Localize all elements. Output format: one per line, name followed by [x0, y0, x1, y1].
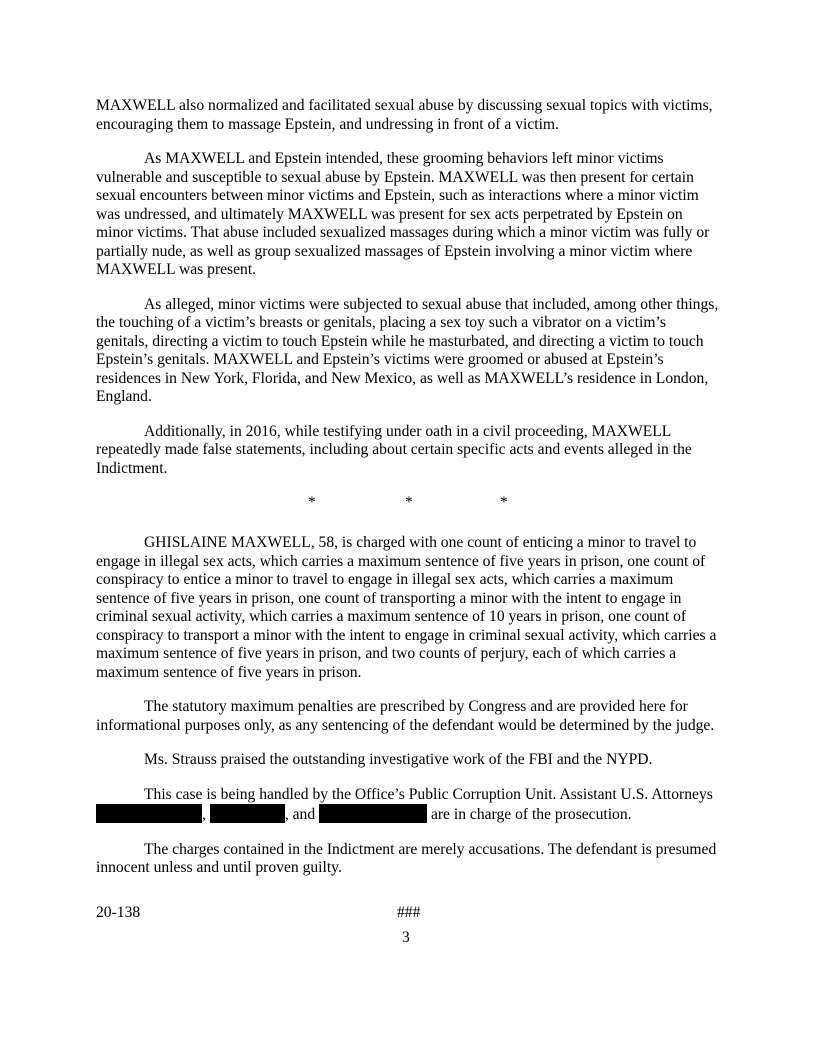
- redaction-block: [210, 804, 285, 823]
- section-separator: [96, 494, 722, 512]
- redaction-block: [319, 804, 427, 823]
- separator-star: *: [405, 494, 413, 511]
- release-number: 20-138: [96, 904, 141, 921]
- separator-star: *: [500, 494, 508, 511]
- attorneys-intro: This case is being handled by the Office’s Public Corruption Unit. Assistant U.S. Attorneys: [144, 785, 713, 803]
- paragraph-perjury: Additionally, in 2016, while testifying under oath in a civil proceeding, MAXWELL repeatedly made false statements, including about certain specific acts and events alleged in the Indictment.: [96, 422, 692, 477]
- paragraph-normalized-abuse: MAXWELL also normalized and facilitated sexual abuse by discussing sexual topics with victims, encouraging them to massage Epstein, and undressing in front of a victim.: [96, 97, 713, 133]
- attorneys-and: , and: [284, 806, 316, 823]
- document-body: [96, 97, 722, 894]
- end-mark: ###: [397, 904, 421, 921]
- redaction-block: [96, 804, 202, 823]
- paragraph-attorneys: [96, 786, 722, 825]
- separator-star: *: [308, 494, 316, 511]
- attorneys-outro: are in charge of the prosecution.: [430, 806, 632, 823]
- paragraph-grooming: As MAXWELL and Epstein intended, these grooming behaviors left minor victims vulnerable and susceptible to sexual abuse by Epstein. MAXWELL was then present for certain sexual encounters between minor victims and Epstein, such as interactions where a minor victim was undressed, and ultimately MAXWELL was present for sex acts perpetrated by Epstein on minor victims. That abuse included sexualized massages during which a minor victim was fully or partially nude, as well as group sexualized massages of Epstein involving a minor victim where MAXWELL was present.: [96, 150, 710, 278]
- paragraph-praise: Ms. Strauss praised the outstanding investigative work of the FBI and the NYPD.: [144, 751, 653, 768]
- page-number: 3: [402, 929, 410, 946]
- paragraph-alleged-abuse: As alleged, minor victims were subjected to sexual abuse that included, among other things, the touching of a victim’s breasts or genitals, placing a sex toy such a vibrator on a victim’s genitals, directing a victim to touch Epstein while he masturbated, and directing a victim to touch Epstein’s genitals. MAXWELL and Epstein’s victims were groomed or abused at Epstein’s residences in New York, Florida, and New Mexico, as well as MAXWELL’s residence in London, England.: [96, 295, 719, 405]
- page-footer: [96, 904, 722, 944]
- attorneys-comma: ,: [202, 806, 206, 823]
- paragraph-penalties: The statutory maximum penalties are prescribed by Congress and are provided here for informational purposes only, as any sentencing of the defendant would be determined by the judge.: [96, 698, 715, 734]
- paragraph-charges: GHISLAINE MAXWELL, 58, is charged with one count of enticing a minor to travel to engage in illegal sex acts, which carries a maximum sentence of five years in prison, one count of conspiracy to entice a minor to travel to engage in illegal sex acts, which carries a maximum sentence of five years in prison, one count of transporting a minor with the intent to engage in criminal sexual activity, which carries a maximum sentence of 10 years in prison, one count of conspiracy to transport a minor with the intent to engage in criminal sexual activity, which carries a maximum sentence of five years in prison, and two counts of perjury, each of which carries a maximum sentence of five years in prison.: [96, 534, 717, 681]
- paragraph-presumption: The charges contained in the Indictment are merely accusations. The defendant is presumed innocent unless and until proven guilty.: [96, 840, 717, 876]
